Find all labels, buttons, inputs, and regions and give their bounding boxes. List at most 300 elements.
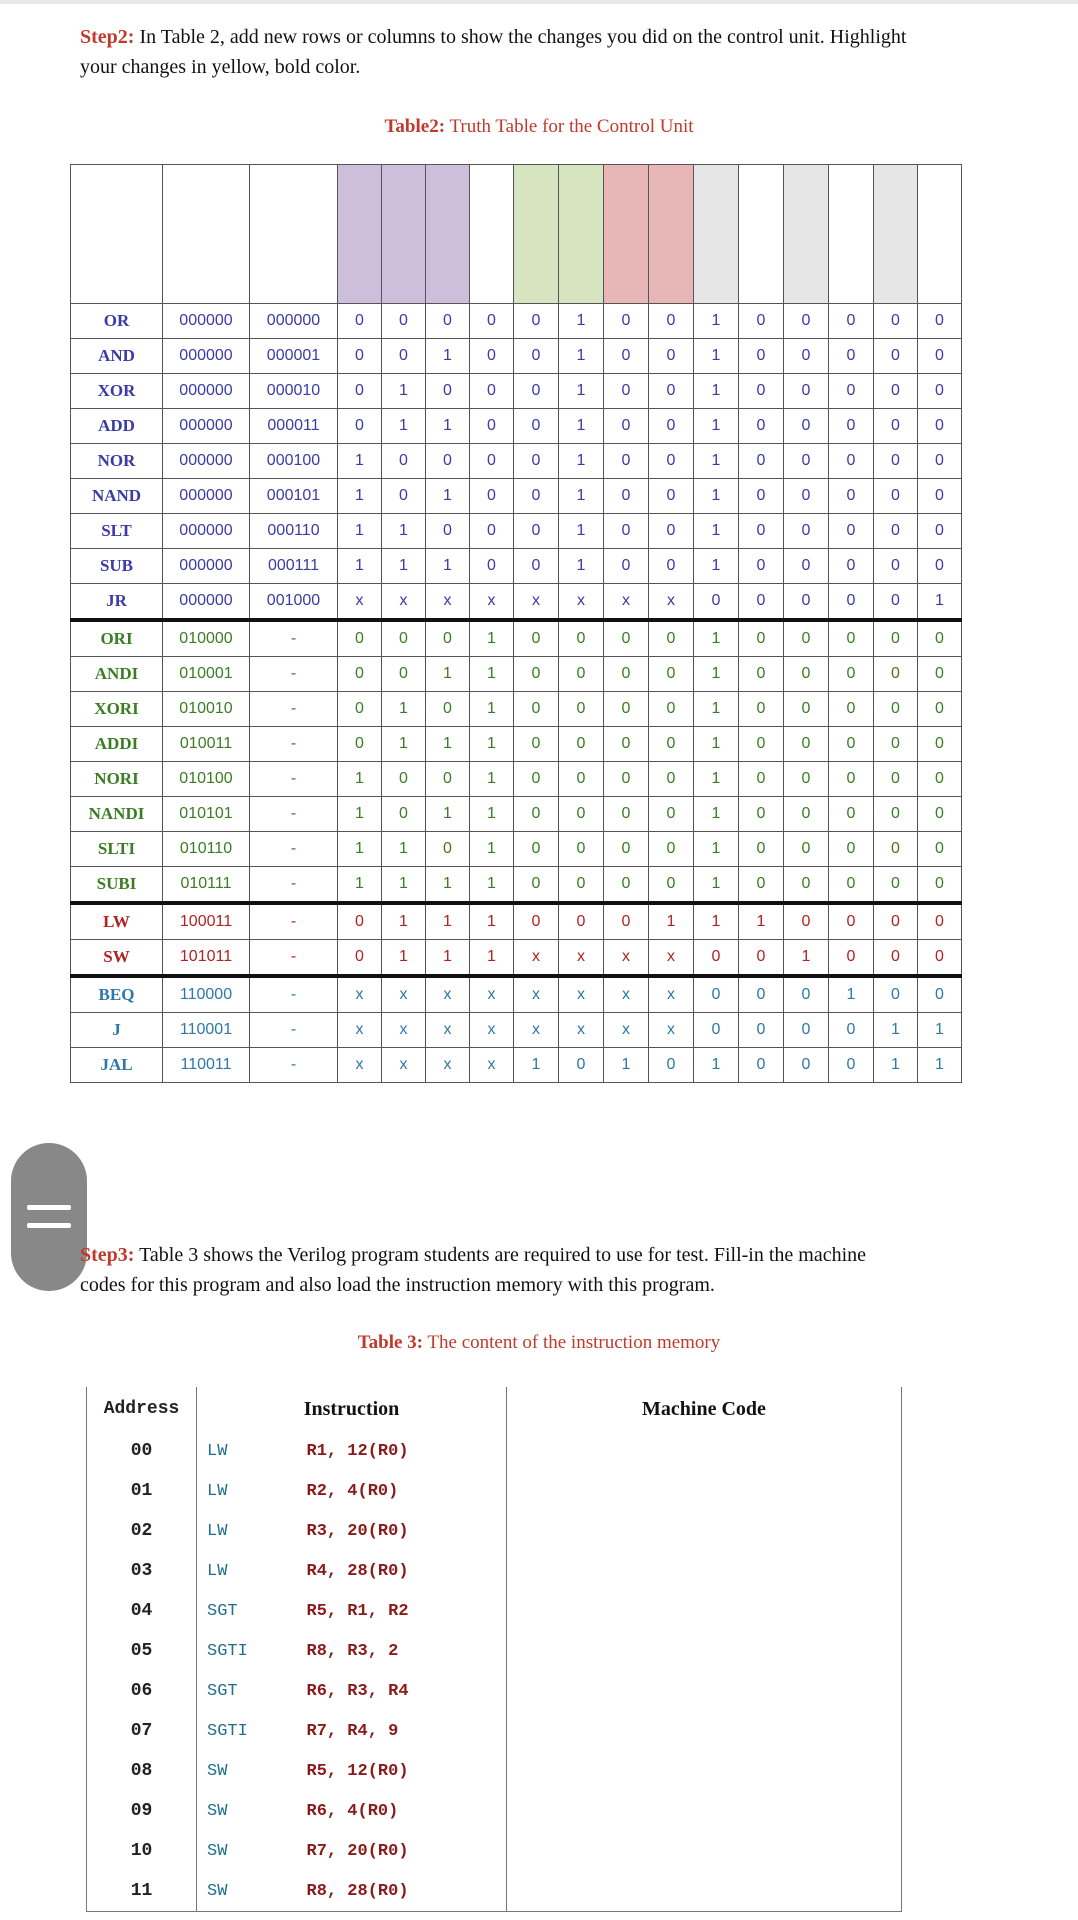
opcode-cell: 000000 [163,304,250,339]
control-bit-cell: 0 [918,976,962,1013]
control-bit-cell: 0 [338,409,382,444]
control-bit-cell: 0 [649,797,694,832]
machine-code-field[interactable] [507,1471,902,1511]
control-bit-cell: 0 [829,444,874,479]
control-bit-cell: 1 [426,867,470,904]
signal-header-cell [470,165,514,304]
opcode-mnemonic: LW [207,1481,228,1501]
control-bit-cell: 0 [694,940,739,977]
truth-table-row [71,762,962,797]
control-bit-cell: 0 [918,444,962,479]
machine-code-header: Machine Code [507,1387,902,1431]
control-bit-cell: x [338,976,382,1013]
control-bit-cell: 0 [784,797,829,832]
control-bit-cell: 0 [739,832,784,867]
operands: R5, R1, R2 [297,1591,507,1631]
control-bit-cell: 0 [559,657,604,692]
control-bit-cell: x [338,584,382,621]
instruction-name: NOR [71,444,163,479]
step3-line2: codes for this program and also load the instruction memory with this program. [80,1274,715,1296]
control-bit-cell: 0 [829,832,874,867]
machine-code-field[interactable] [507,1631,902,1671]
func-cell: 000011 [250,409,338,444]
control-bit-cell: 0 [784,339,829,374]
control-bit-cell: 1 [739,903,784,940]
control-bit-cell: 1 [918,1048,962,1083]
control-bit-cell: 0 [784,444,829,479]
truth-table-row [71,444,962,479]
address-cell: 10 [87,1831,197,1871]
truth-table-row [71,584,962,621]
opcode-cell: 110011 [163,1048,250,1083]
control-bit-cell: x [470,1048,514,1083]
machine-code-field[interactable] [507,1711,902,1751]
control-bit-cell: 1 [382,374,426,409]
opcode-cell: 010101 [163,797,250,832]
address-cell: 02 [87,1511,197,1551]
control-bit-cell: 1 [559,339,604,374]
truth-table-row [71,304,962,339]
control-bit-cell: 1 [470,692,514,727]
func-cell: - [250,797,338,832]
control-bit-cell: 0 [874,374,918,409]
address-cell: 01 [87,1471,197,1511]
control-bit-cell: 0 [784,409,829,444]
func-cell: - [250,657,338,692]
opcode-mnemonic: SW [207,1841,228,1861]
control-bit-cell: 0 [874,339,918,374]
control-bit-cell: 1 [784,940,829,977]
control-bit-cell: 1 [338,832,382,867]
control-bit-cell: 0 [739,1048,784,1083]
step2-label: Step2: [80,26,135,48]
control-bit-cell: 1 [694,620,739,657]
memory-row [87,1511,902,1551]
control-bit-cell: 0 [829,1013,874,1048]
control-bit-cell: 0 [426,762,470,797]
control-bit-cell: 0 [514,479,559,514]
control-bit-cell: 1 [382,867,426,904]
machine-code-field[interactable] [507,1551,902,1591]
control-bit-cell: 1 [426,657,470,692]
opcode-mnemonic: SGTI [207,1721,248,1741]
opcode-mnemonic: SW [207,1801,228,1821]
control-bit-cell: 0 [514,657,559,692]
opcode-mnemonic: LW [207,1521,228,1541]
control-bit-cell: 0 [649,1048,694,1083]
func-cell: 000100 [250,444,338,479]
control-bit-cell: 1 [694,479,739,514]
opcode-cell: 010110 [163,832,250,867]
control-bit-cell: 1 [694,797,739,832]
machine-code-field[interactable] [507,1871,902,1912]
control-bit-cell: 0 [514,374,559,409]
control-bit-cell: 0 [829,514,874,549]
control-bit-cell: x [604,584,649,621]
control-bit-cell: 1 [382,727,426,762]
control-bit-cell: 0 [514,797,559,832]
control-bit-cell: 1 [604,1048,649,1083]
func-cell: - [250,692,338,727]
operands: R7, 20(R0) [297,1831,507,1871]
control-bit-cell: 0 [559,727,604,762]
control-bit-cell: 0 [918,940,962,977]
address-header: Address [87,1387,197,1431]
control-bit-cell: 0 [739,339,784,374]
control-bit-cell: x [338,1048,382,1083]
control-bit-cell: 0 [649,374,694,409]
operands: R2, 4(R0) [297,1471,507,1511]
control-bit-cell: 0 [829,620,874,657]
control-bit-cell: 0 [739,762,784,797]
opcode-cell: 100011 [163,903,250,940]
control-bit-cell: 0 [918,339,962,374]
machine-code-field[interactable] [507,1511,902,1551]
step3-line1: Table 3 shows the Verilog program students are required to use for test. Fill-in the machine [134,1244,867,1266]
control-bit-cell: 0 [514,867,559,904]
opcode-cell: 000000 [163,584,250,621]
control-bit-cell: 1 [470,832,514,867]
header-blank-cell [163,165,250,304]
control-bit-cell: 0 [426,692,470,727]
address-cell: 07 [87,1711,197,1751]
control-bit-cell: 1 [426,940,470,977]
control-bit-cell: 1 [559,514,604,549]
table3-caption [0,1332,1078,1354]
control-bit-cell: 0 [784,374,829,409]
func-cell: - [250,620,338,657]
control-bit-cell: x [470,584,514,621]
control-bit-cell: 0 [784,304,829,339]
control-bit-cell: 1 [382,903,426,940]
signal-header-cell [739,165,784,304]
control-bit-cell: 1 [694,549,739,584]
control-bit-cell: 1 [426,727,470,762]
control-bit-cell: 1 [694,304,739,339]
control-bit-cell: 0 [382,444,426,479]
table3-caption-text: The content of the instruction memory [423,1332,721,1353]
control-bit-cell: 0 [604,797,649,832]
control-bit-cell: 0 [874,867,918,904]
control-bit-cell: 0 [559,692,604,727]
control-bit-cell: 1 [382,692,426,727]
control-bit-cell: 0 [470,339,514,374]
control-bit-cell: 0 [784,727,829,762]
memory-row [87,1871,902,1912]
control-bit-cell: 1 [874,1048,918,1083]
control-bit-cell: 0 [604,444,649,479]
control-bit-cell: 1 [918,584,962,621]
grip-line-icon [27,1223,71,1228]
control-bit-cell: 0 [784,762,829,797]
operands: R6, R3, R4 [297,1671,507,1711]
control-bit-cell: 0 [918,514,962,549]
control-bit-cell: x [559,1013,604,1048]
address-cell: 03 [87,1551,197,1591]
instruction-name: ANDI [71,657,163,692]
control-bit-cell: 0 [649,832,694,867]
opcode-cell: 000000 [163,479,250,514]
signal-header-cell [382,165,426,304]
control-bit-cell: 0 [829,409,874,444]
control-bit-cell: 0 [604,374,649,409]
control-bit-cell: 0 [604,692,649,727]
control-bit-cell: 0 [514,762,559,797]
control-bit-cell: x [649,584,694,621]
control-bit-cell: 1 [559,549,604,584]
control-bit-cell: 0 [426,832,470,867]
instruction-name: SUB [71,549,163,584]
control-bit-cell: 0 [918,409,962,444]
step3-paragraph [80,1240,1010,1300]
control-bit-cell: 1 [338,444,382,479]
control-bit-cell: 0 [649,304,694,339]
control-bit-cell: 0 [604,549,649,584]
memory-row [87,1631,902,1671]
signal-header-cell [338,165,382,304]
top-edge [0,0,1078,4]
control-bit-cell: 0 [874,620,918,657]
opcode-cell: 000000 [163,339,250,374]
control-bit-cell: x [382,976,426,1013]
control-bit-cell: 0 [426,304,470,339]
opcode-cell: 110001 [163,1013,250,1048]
control-bit-cell: 0 [604,514,649,549]
instruction-name: SW [71,940,163,977]
control-bit-cell: 0 [874,514,918,549]
control-bit-cell: 1 [918,1013,962,1048]
control-bit-cell: 0 [739,514,784,549]
control-bit-cell: x [382,1013,426,1048]
control-bit-cell: x [649,1013,694,1048]
control-bit-cell: 0 [604,903,649,940]
operands: R6, 4(R0) [297,1791,507,1831]
func-cell: 000111 [250,549,338,584]
truth-table-row [71,339,962,374]
control-bit-cell: 0 [829,549,874,584]
opcode-cell: 000000 [163,444,250,479]
control-bit-cell: 1 [338,479,382,514]
control-bit-cell: 1 [694,832,739,867]
truth-table-row [71,1013,962,1048]
control-bit-cell: 0 [338,620,382,657]
control-bit-cell: 0 [514,409,559,444]
truth-table-row [71,940,962,977]
control-bit-cell: x [559,584,604,621]
control-bit-cell: x [559,940,604,977]
control-bit-cell: 0 [604,762,649,797]
truth-table-row [71,620,962,657]
control-bit-cell: 1 [470,620,514,657]
control-bit-cell: 0 [514,339,559,374]
control-bit-cell: 1 [338,762,382,797]
control-bit-cell: 0 [559,797,604,832]
truth-table-row [71,692,962,727]
control-bit-cell: 0 [649,727,694,762]
control-bit-cell: 1 [382,409,426,444]
control-bit-cell: 0 [874,584,918,621]
machine-code-field[interactable] [507,1671,902,1711]
control-bit-cell: 0 [918,903,962,940]
machine-code-field[interactable] [507,1751,902,1791]
control-bit-cell: 0 [739,867,784,904]
control-bit-cell: 0 [874,657,918,692]
control-bit-cell: 0 [514,444,559,479]
control-bit-cell: 1 [694,1048,739,1083]
instruction-name: ADDI [71,727,163,762]
control-bit-cell: x [514,1013,559,1048]
control-bit-cell: 0 [470,444,514,479]
control-bit-cell: 0 [604,657,649,692]
control-bit-cell: 1 [470,797,514,832]
control-bit-cell: 0 [918,867,962,904]
control-bit-cell: 1 [426,903,470,940]
truth-table-row [71,867,962,904]
truth-table-row [71,832,962,867]
control-bit-cell: 0 [604,727,649,762]
opcode-cell: 110000 [163,976,250,1013]
control-bit-cell: 0 [739,940,784,977]
instruction-memory-table [86,1387,902,1912]
control-bit-cell: 1 [338,549,382,584]
func-cell: - [250,832,338,867]
machine-code-field[interactable] [507,1831,902,1871]
signal-header-cell [426,165,470,304]
control-bit-cell: 0 [739,620,784,657]
control-bit-cell: 0 [426,444,470,479]
instruction-name: ORI [71,620,163,657]
truth-table-row [71,479,962,514]
control-bit-cell: 0 [649,657,694,692]
control-bit-cell: 0 [338,903,382,940]
func-cell: 001000 [250,584,338,621]
control-bit-cell: 0 [426,620,470,657]
func-cell: 000110 [250,514,338,549]
control-bit-cell: 0 [739,584,784,621]
opcode-cell: 101011 [163,940,250,977]
control-bit-cell: 0 [649,409,694,444]
control-bit-cell: 0 [382,479,426,514]
operands: R1, 12(R0) [297,1431,507,1471]
control-bit-cell: 1 [470,657,514,692]
opcode-mnemonic: SGTI [207,1641,248,1661]
control-bit-cell: 0 [784,479,829,514]
control-bit-cell: 0 [918,549,962,584]
scroll-handle[interactable] [11,1143,87,1291]
machine-code-field[interactable] [507,1791,902,1831]
func-cell: - [250,940,338,977]
control-bit-cell: 1 [382,549,426,584]
control-bit-cell: 1 [649,903,694,940]
control-bit-cell: 0 [559,1048,604,1083]
truth-table-row [71,409,962,444]
control-bit-cell: 1 [559,444,604,479]
control-bit-cell: 0 [694,584,739,621]
truth-table-row [71,727,962,762]
control-bit-cell: 0 [604,620,649,657]
signal-header-cell [559,165,604,304]
truth-table-row [71,657,962,692]
opcode-mnemonic: SW [197,1871,297,1912]
control-bit-cell: 0 [784,657,829,692]
control-bit-cell: 1 [382,832,426,867]
control-bit-cell: 0 [739,1013,784,1048]
address-cell: 05 [87,1631,197,1671]
control-bit-cell: 1 [338,797,382,832]
control-bit-cell: x [426,1013,470,1048]
control-bit-cell: 0 [829,727,874,762]
instruction-name: JR [71,584,163,621]
instruction-name: BEQ [71,976,163,1013]
control-bit-cell: 1 [694,444,739,479]
control-bit-cell: 0 [918,797,962,832]
address-cell: 09 [87,1791,197,1831]
control-bit-cell: 0 [559,832,604,867]
truth-table-row [71,797,962,832]
control-bit-cell: 1 [470,903,514,940]
control-bit-cell: 0 [338,374,382,409]
control-bit-cell: 0 [874,940,918,977]
truth-table-row [71,549,962,584]
truth-table-row [71,976,962,1013]
machine-code-field[interactable] [507,1591,902,1631]
control-bit-cell: 0 [649,444,694,479]
control-bit-cell: 1 [874,1013,918,1048]
machine-code-field[interactable] [507,1431,902,1471]
control-bit-cell: 0 [739,797,784,832]
control-bit-cell: 0 [649,549,694,584]
control-bit-cell: 0 [382,620,426,657]
control-bit-cell: x [426,584,470,621]
opcode-cell: 000000 [163,514,250,549]
control-bit-cell: 0 [829,339,874,374]
operands: R4, 28(R0) [297,1551,507,1591]
control-bit-cell: 1 [559,374,604,409]
control-bit-cell: 0 [874,832,918,867]
signal-header-cell [784,165,829,304]
control-bit-cell: 1 [426,797,470,832]
instruction-name: JAL [71,1048,163,1083]
control-bit-cell: 0 [874,304,918,339]
control-bit-cell: 0 [829,867,874,904]
control-bit-cell: 1 [694,727,739,762]
control-bit-cell: 0 [874,727,918,762]
header-blank-cell [250,165,338,304]
opcode-mnemonic: LW [207,1561,228,1581]
operands: R8, 28(R0) [297,1871,507,1912]
truth-table-row [71,514,962,549]
opcode-cell: 000000 [163,549,250,584]
opcode-cell: 010100 [163,762,250,797]
opcode-cell: 000000 [163,409,250,444]
step2-line2: your changes in yellow, bold color. [80,56,361,78]
control-bit-cell: 0 [470,409,514,444]
address-cell: 06 [87,1671,197,1711]
control-bit-cell: 1 [338,514,382,549]
opcode-mnemonic: SGT [207,1681,238,1701]
control-bit-cell: 0 [338,727,382,762]
signal-header-cell [604,165,649,304]
opcode-mnemonic: SW [207,1761,228,1781]
control-bit-cell: 1 [559,409,604,444]
signal-header-cell [918,165,962,304]
control-bit-cell: x [514,940,559,977]
instruction-name: XORI [71,692,163,727]
operands: R7, R4, 9 [297,1711,507,1751]
signal-header-cell [694,165,739,304]
control-bit-cell: 1 [426,549,470,584]
func-cell: - [250,1048,338,1083]
